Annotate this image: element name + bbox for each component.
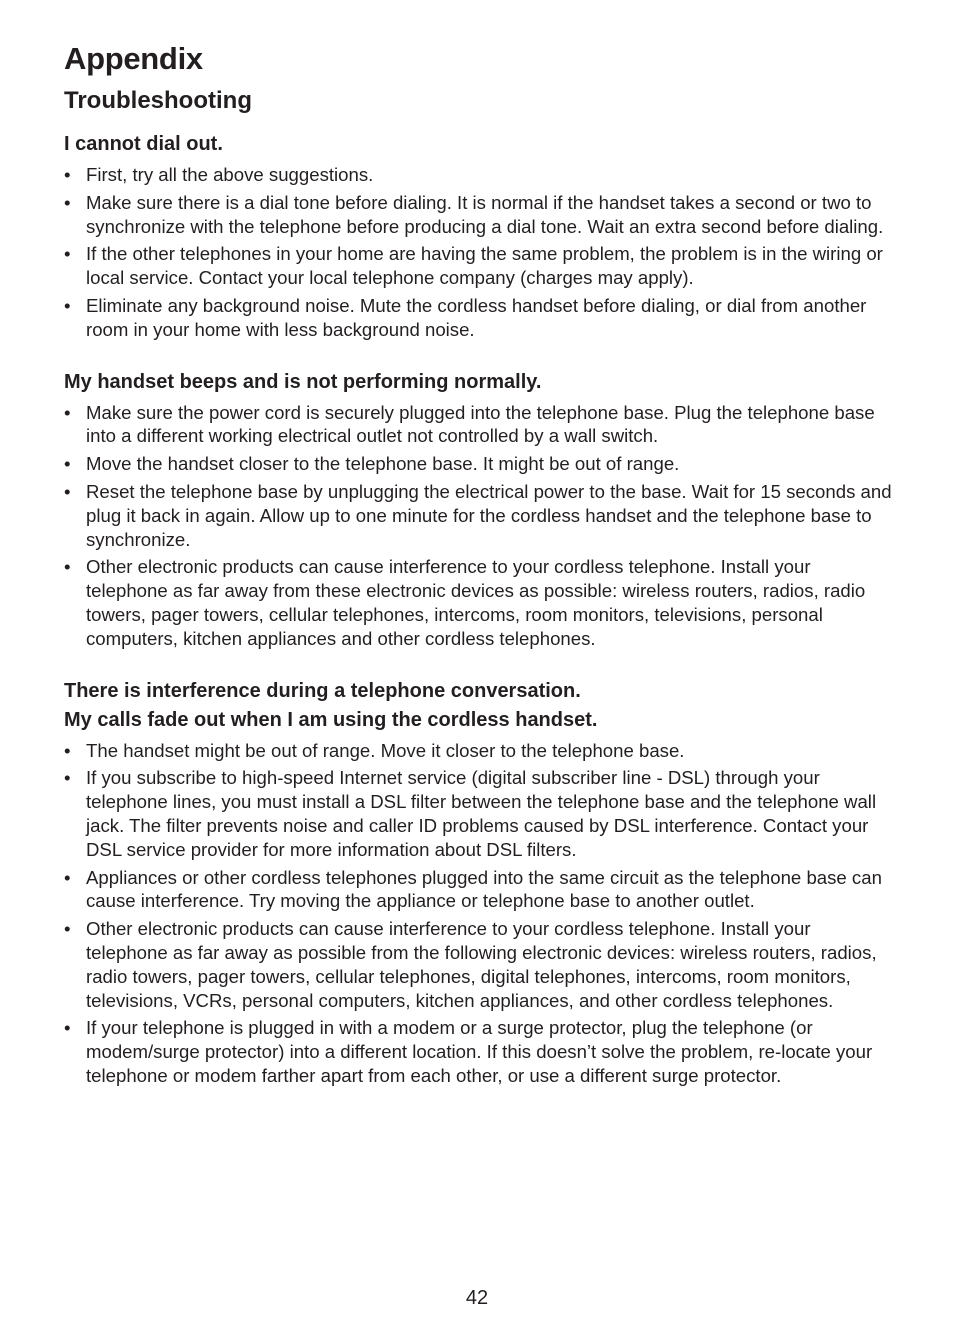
list-item-text: Reset the telephone base by unplugging the electrical power to the base. Wait for 15 seconds and plug it back in again. Allow up to one minute for the cordless handset and the telephone base to synchronize. (86, 480, 892, 550)
page-subtitle: Troubleshooting (64, 87, 252, 114)
bullet-icon: • (64, 401, 71, 423)
list-item-text: First, try all the above suggestions. (86, 164, 374, 185)
list-item (64, 452, 894, 476)
list-item-text: The handset might be out of range. Move it closer to the telephone base. (86, 739, 685, 761)
bullet-icon: • (64, 918, 71, 940)
list-item (64, 294, 894, 342)
bullet-icon: • (64, 556, 71, 578)
list-item-text: Make sure there is a dial tone before dialing. It is normal if the handset takes a second or two to synchronize with the telephone before producing a dial tone. Wait an extra second before dialing. (86, 191, 884, 237)
bullet-icon: • (64, 739, 71, 761)
list-item-text: Other electronic products can cause interference to your cordless telephone. Install your telephone as far away from these electronic devices as possible: wireless routers, radios, radio towers, pager towers, cellular telephones, intercoms, room monitors, televisions, personal computers, kitchen appliances and other cordless telephones. (86, 556, 866, 649)
list-item (64, 242, 894, 290)
bullet-icon: • (64, 164, 71, 185)
troubleshooting-section (64, 368, 894, 651)
bullet-list (64, 739, 894, 1088)
list-item (64, 766, 894, 861)
section-heading: There is interference during a telephone conversation. (64, 679, 581, 702)
list-item (64, 917, 894, 1012)
section-heading: My handset beeps and is not performing normally. (64, 370, 542, 393)
list-item-text: Appliances or other cordless telephones plugged into the same circuit as the telephone base can cause interference. Try moving the appliance or telephone base to another outlet. (86, 866, 882, 912)
list-item-text: Eliminate any background noise. Mute the cordless handset before dialing, or dial from another room in your home with less background noise. (86, 294, 867, 340)
troubleshooting-sections (64, 130, 894, 1088)
list-item (64, 191, 894, 239)
document-page (64, 40, 894, 1092)
section-heading: I cannot dial out. (64, 133, 223, 155)
bullet-icon: • (64, 243, 71, 265)
list-item (64, 1016, 894, 1087)
list-item (64, 480, 894, 551)
troubleshooting-section (64, 677, 894, 1088)
list-item-text: Make sure the power cord is securely plugged into the telephone base. Plug the telephone base into a different working electrical outlet not controlled by a wall switch. (86, 401, 875, 447)
troubleshooting-section (64, 130, 894, 342)
list-item-text: Move the handset closer to the telephone base. It might be out of range. (86, 453, 680, 475)
bullet-icon: • (64, 767, 71, 789)
list-item (64, 555, 894, 650)
list-item-text: If the other telephones in your home are having the same problem, the problem is in the wiring or local service. Contact your local telephone company (charges may apply). (86, 243, 883, 289)
list-item (64, 163, 894, 187)
bullet-icon: • (64, 1017, 71, 1039)
bullet-icon: • (64, 480, 71, 502)
bullet-icon: • (64, 191, 71, 213)
bullet-icon: • (64, 866, 71, 888)
bullet-icon: • (64, 294, 71, 316)
page-title: Appendix (64, 41, 203, 76)
list-item-text: If you subscribe to high-speed Internet service (digital subscriber line - DSL) through your telephone lines, you must install a DSL filter between the telephone base and the telephone wall jack. The filter prevents noise and caller ID problems caused by DSL interference. Contact your DSL service provider for more information about DSL filters. (86, 767, 877, 860)
list-item-text: If your telephone is plugged in with a modem or a surge protector, plug the telephone (or modem/surge protector) into a different location. If this doesn’t solve the problem, re-locate your telephone or modem farther apart from each other, or use a different surge protector. (86, 1017, 873, 1086)
bullet-list (64, 163, 894, 342)
list-item (64, 866, 894, 914)
bullet-list (64, 401, 894, 651)
list-item (64, 739, 894, 763)
list-item-text: Other electronic products can cause interference to your cordless telephone. Install your telephone as far away as possible from the following electronic devices: wireless routers, radios, radio towers, pager towers, cellular telephones, digital telephones, intercoms, room monitors, televisions, VCRs, personal computers, kitchen appliances, and other cordless telephones. (86, 918, 877, 1011)
page-number: 42 (465, 1287, 489, 1309)
section-heading: My calls fade out when I am using the cordless handset. (64, 708, 598, 731)
list-item (64, 401, 894, 449)
bullet-icon: • (64, 453, 71, 475)
